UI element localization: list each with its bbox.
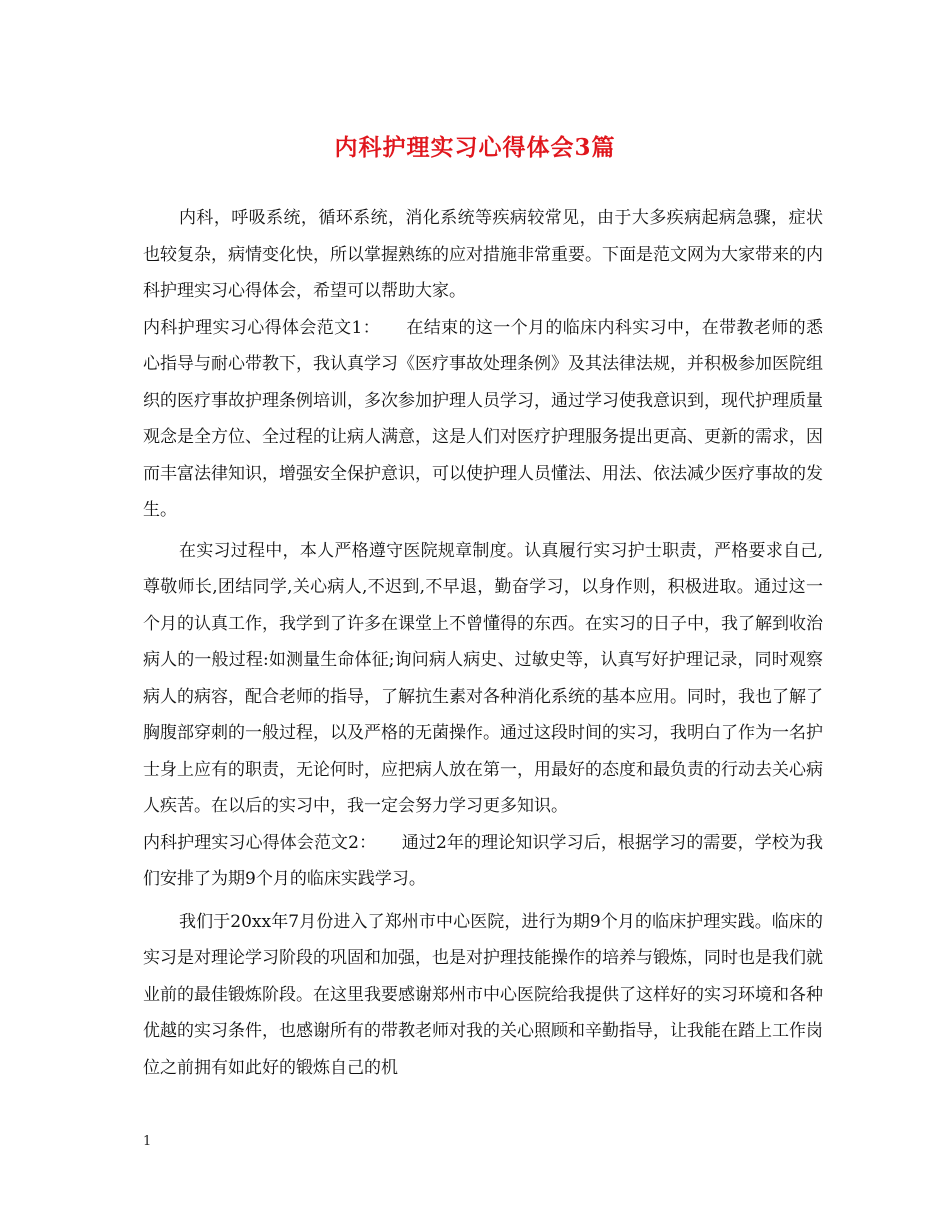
intro-paragraph: 内科，呼吸系统，循环系统，消化系统等疾病较常见，由于大多疾病起病急骤，症状也较复杂，病情变化快，所以掌握熟练的应对措施非常重要。下面是范文网为大家带来的内科护理实习心得体会，希望可以帮助大家。	[143, 208, 823, 301]
document-body	[143, 200, 823, 1086]
document-title: 内科护理实习心得体会3篇	[334, 134, 616, 161]
hospital-practice-paragraph: 我们于20xx年7月份进入了郑州市中心医院，进行为期9个月的临床护理实践。临床的实习是对理论学习阶段的巩固和加强，也是对护理技能操作的培养与锻炼，同时也是我们就业前的最佳锻炼阶段。在这里我要感谢郑州市中心医院给我提供了这样好的实习环境和各种优越的实习条件，也感谢所有的带教老师对我的关心照顾和辛勤指导，让我能在踏上工作岗位之前拥有如此好的锻炼自己的机	[143, 911, 823, 1078]
sample-2-paragraph: 内科护理实习心得体会范文2： 通过2年的理论知识学习后，根据学习的需要，学校为我们安排了为期9个月的临床实践学习。	[143, 832, 823, 889]
page-number: 1	[143, 1134, 152, 1149]
sample-1-paragraph: 内科护理实习心得体会范文1： 在结束的这一个月的临床内科实习中，在带教老师的悉心指导与耐心带教下，我认真学习《医疗事故处理条例》及其法律法规，并积极参加医院组织的医疗事故护理条例培训，多次参加护理人员学习，通过学习使我意识到，现代护理质量观念是全方位、全过程的让病人满意，这是人们对医疗护理服务提出更高、更新的需求，因而丰富法律知识，增强安全保护意识，可以使护理人员懂法、用法、依法减少医疗事故的发生。	[143, 317, 823, 520]
internship-process-paragraph: 在实习过程中，本人严格遵守医院规章制度。认真履行实习护士职责，严格要求自己,尊敬师长,团结同学,关心病人,不迟到,不早退，勤奋学习，以身作则，积极进取。通过这一个月的认真工作，我学到了许多在课堂上不曾懂得的东西。在实习的日子中，我了解到收治病人的一般过程:如测量生命体征;询问病人病史、过敏史等，认真写好护理记录，同时观察病人的病容，配合老师的指导，了解抗生素对各种消化系统的基本应用。同时，我也了解了胸腹部穿刺的一般过程，以及严格的无菌操作。通过这段时间的实习，我明白了作为一名护士身上应有的职责，无论何时，应把病人放在第一，用最好的态度和最负责的行动去关心病人疾苦。在以后的实习中，我一定会努力学习更多知识。	[143, 540, 823, 816]
